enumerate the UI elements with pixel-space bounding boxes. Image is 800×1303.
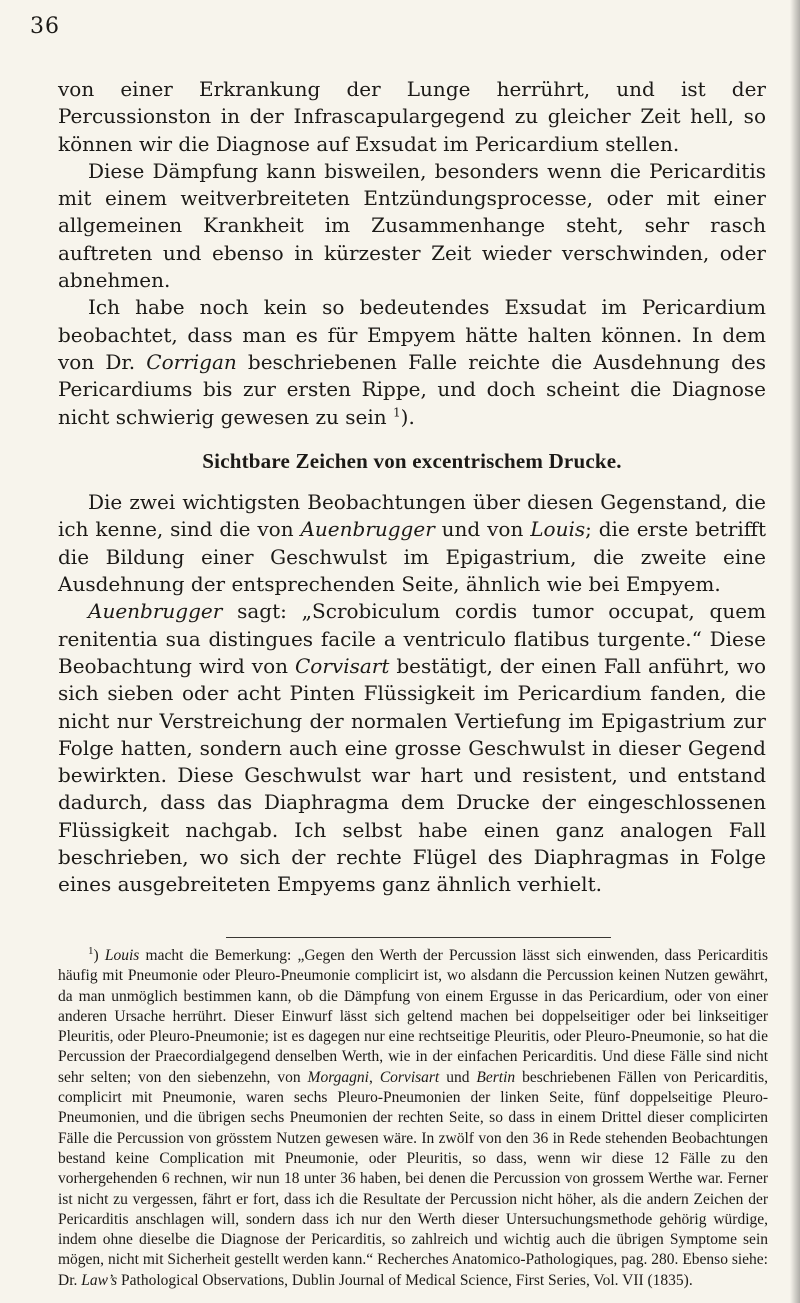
author-name: Corrigan <box>146 349 237 374</box>
page-edge-shadow <box>790 0 800 1303</box>
footnote-divider <box>226 937 611 938</box>
author-name: Louis <box>530 517 586 542</box>
author-name: Corvisart <box>294 653 390 678</box>
author-name: Corvisart <box>379 1068 440 1086</box>
footnote-reference: 1 <box>393 404 401 419</box>
paragraph-3: Ich habe noch kein so bedeutendes Exsudat im Pericardium beobachtet, dass man es für Empyem hätte halten können. In dem von Dr. Corrigan beschriebenen Falle reichte die Ausdehnung des Pericardiums bis zur ersten Rippe, und doch scheint die Diagnose nicht schwierig gewesen zu sein $^1$). <box>58 295 766 429</box>
footnote: $^1$) Louis macht die Bemerkung: „Gegen den Werth der Percussion lässt sich einwenden, dass Pericarditis häufig mit Pneumonie oder Pleuro-Pneumonie complicirt ist, wo alsdann die Percussion keinen Nutzen gewährt, da man unmöglich bestimmen kann, ob die Dämpfung von einem Ergusse in das Pericardium, oder von einer anderen Ursache herrührt. Dieser Einwurf lässt sich geltend machen bei doppelseitiger oder bei linkseitiger Pleuritis, oder Pleuro-Pneumonie; ist es dagegen nur eine rechtseitige Pleuritis, oder Pleuro-Pneumonie, so hat die Percussion der Praecordialgegend denselben Werth, wie in der einfachen Pericarditis. Und diese Fälle sind nicht sehr selten; von den siebenzehn, von Morgagni, Corvisart und Bertin beschriebenen Fällen von Pericarditis, complicirt mit Pneumonie, waren sechs Pleuro-Pneumonien der linken Seite, fünf doppelseitige Pleuro-Pneumonien, und die übrigen sechs Pneumonien der rechten Seite, so dass in einem Drittel dieser complicirten Fälle die Percussion von grösstem Nutzen gewesen wäre. In zwölf von den 36 in Rede stehenden Beobachtungen bestand keine Complication mit Pneumonie, oder Pleuritis, so dass, wenn wir diese 12 Fälle zu den vorhergehenden 6 rechnen, wir nun 18 unter 36 haben, bei denen die Percussion von grossem Werthe war. Ferner ist nicht zu vergessen, fährt er fort, dass ich die Resultate der Percussion nicht höher, als die andern Zeichen der Pericarditis anschlagen will, sondern dass ich nur den Werth dieser Untersuchungsmethode gehörig würdige, indem ohne dieselbe die Diagnose der Pericarditis, so zahlreich und wichtig auch die übrigen Symptome sein mögen, nicht mit Sicherheit gestellt werden kann.“ Recherches Anatomico-Pathologiques, pag. 280. Ebenso siehe: Dr. Law’s Pathological Observations, Dublin Journal of Medical Science, First Series, Vol. VII (1835). <box>58 944 769 1289</box>
author-name: Auenbrugger <box>88 599 223 624</box>
author-name: Morgagni <box>307 1068 369 1086</box>
paragraph-5: Auenbrugger sagt: „Scrobiculum cordis tumor occupat, quem renitentia sua distingues facile a ventriculo flatibus turgente.“ Diese Beobachtung wird von Corvisart bestätigt, der einen Fall anführt, wo sich sieben oder acht Pinten Flüssigkeit im Pericardium fanden, die nicht nur Verstreichung der normalen Vertiefung im Epigastrium zur Folge hatten, sondern auch eine grosse Geschwulst in dieser Gegend bewirkten. Diese Geschwulst war hart und resistent, und entstand dadurch, dass das Diaphragma dem Drucke der eingeschlossenen Flüssigkeit nachgab. Ich selbst habe einen ganz analogen Fall beschrieben, wo sich der rechte Flügel des Diaphragmas in Folge eines ausgebreiteten Empyems ganz ähnlich verhielt. <box>58 599 766 897</box>
paragraph-4: Die zwei wichtigsten Beobachtungen über diesen Gegenstand, die ich kenne, sind die von Auenbrugger und von Louis; die erste betrifft die Bildung einer Geschwulst im Epigastrium, die zweite eine Ausdehnung der entsprechenden Seite, ähnlich wie bei Empyem. <box>58 490 766 597</box>
paragraph-1: von einer Erkrankung der Lunge herrührt, und ist der Percussionston in der Infrascapulargegend zu gleicher Zeit hell, so können wir die Diagnose auf Exsudat im Pericardium stellen. <box>58 77 766 156</box>
author-name: Law’s <box>81 1271 118 1289</box>
author-name: Auenbrugger <box>300 517 435 542</box>
section-heading: Sichtbare Zeichen von excentrischem Drucke. <box>202 448 622 473</box>
paragraph-2: Diese Dämpfung kann bisweilen, besonders wenn die Pericarditis mit einem weitverbreiteten Entzündungsprocesse, oder mit einer allgemeinen Krankheit im Zusammenhange steht, sehr rasch auftreten und ebenso in kürzester Zeit wieder verschwinden, oder abnehmen. <box>58 158 766 293</box>
main-text <box>58 76 766 899</box>
author-name: Bertin <box>476 1068 516 1086</box>
page-number: 36 <box>30 14 60 39</box>
author-name: Louis <box>104 947 140 964</box>
footnote-mark: 1 <box>88 944 94 957</box>
